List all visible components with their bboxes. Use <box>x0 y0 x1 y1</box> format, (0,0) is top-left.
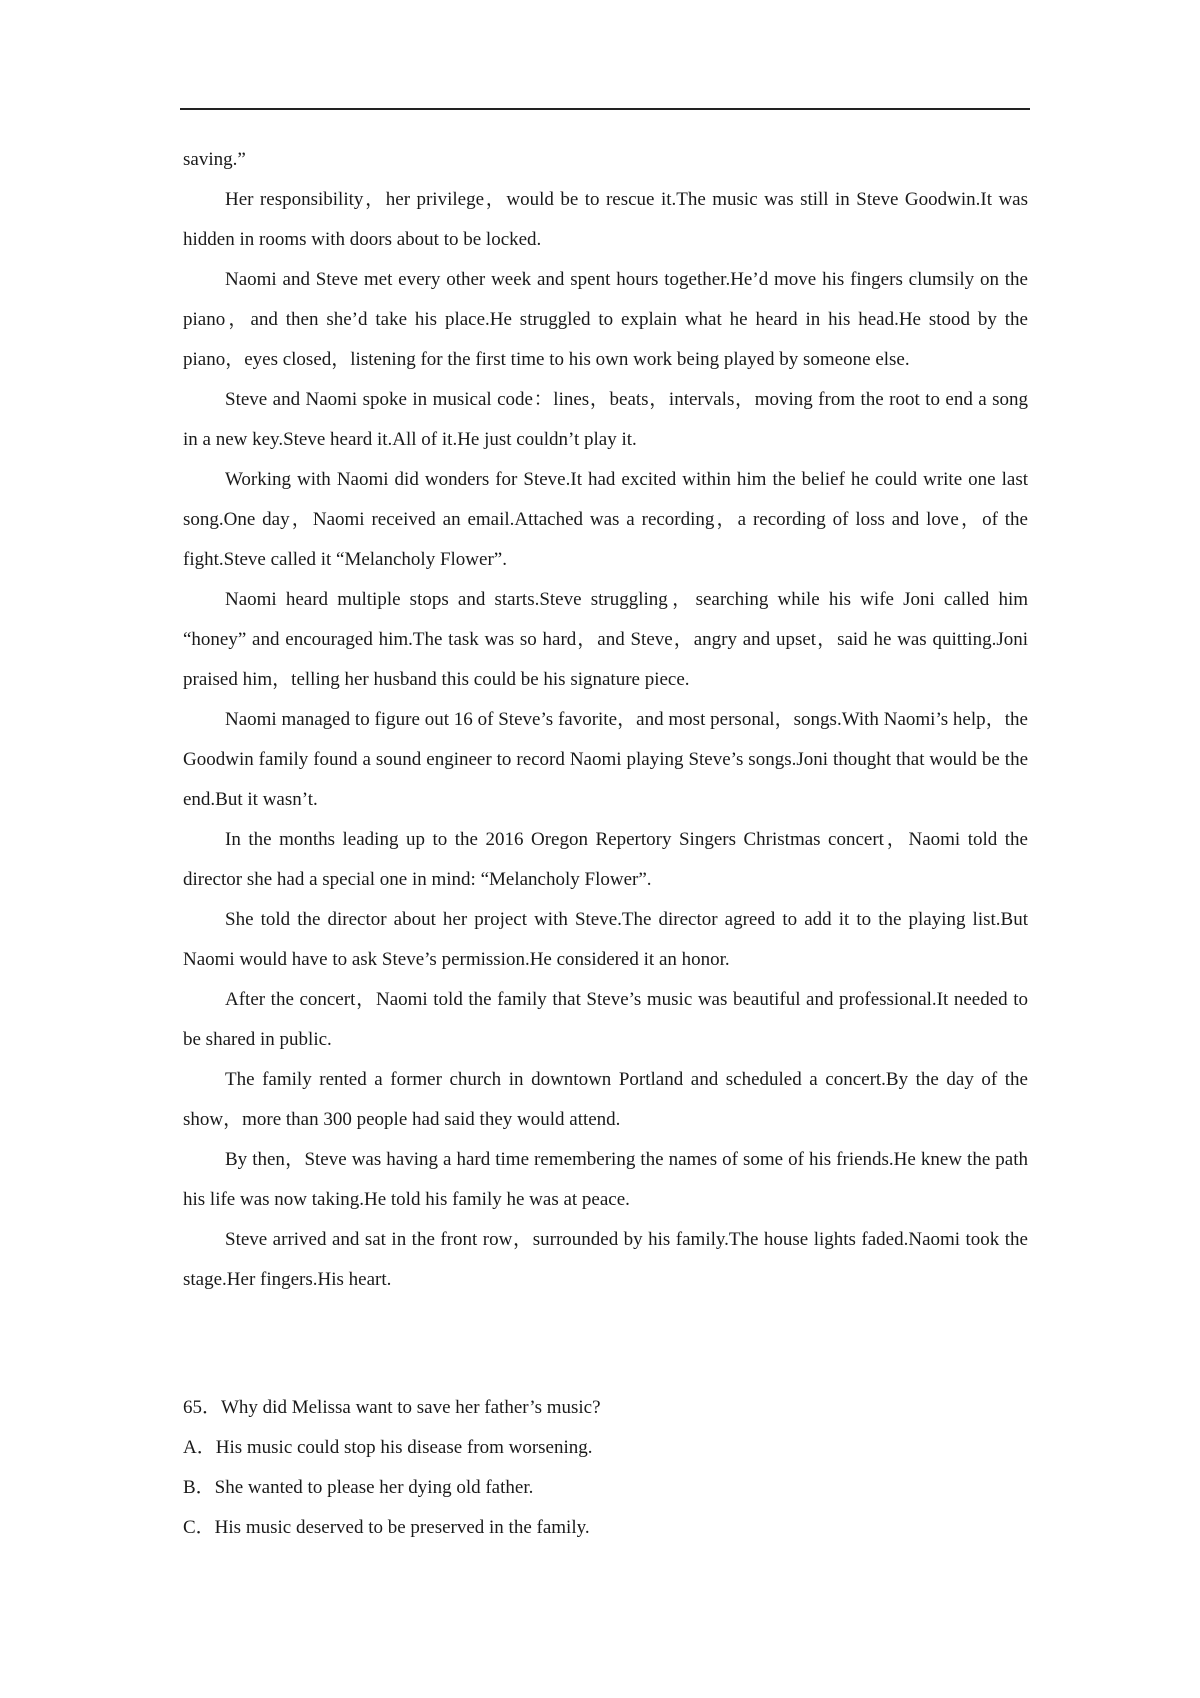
passage-paragraph: Steve and Naomi spoke in musical code：lines，beats，intervals，moving from the root to end a song in a new key.Steve heard it.All of it.He just couldn’t play it. <box>183 389 1028 450</box>
question-stem: 65．Why did Melissa want to save her father’s music? <box>183 1397 601 1418</box>
header-rule <box>180 108 1030 110</box>
passage-paragraph: Steve arrived and sat in the front row，surrounded by his family.The house lights faded.Naomi took the stage.Her fingers.His heart. <box>183 1229 1028 1290</box>
answer-option-a: A．His music could stop his disease from worsening. <box>183 1437 593 1458</box>
passage-paragraph: Naomi heard multiple stops and starts.Steve struggling，searching while his wife Joni called him “honey” and encouraged him.The task was so hard，and Steve，angry and upset，said he was quitting.Joni praised him，telling her husband this could be his signature piece. <box>183 589 1028 690</box>
question-65 <box>183 1388 1028 1548</box>
passage-paragraph: Working with Naomi did wonders for Steve.It had excited within him the belief he could write one last song.One day，Naomi received an email.Attached was a recording，a recording of loss and love，of the fight.Steve called it “Melancholy Flower”. <box>183 469 1028 570</box>
passage-paragraph: saving.” <box>183 149 246 170</box>
passage-paragraph: By then，Steve was having a hard time remembering the names of some of his friends.He knew the path his life was now taking.He told his family he was at peace. <box>183 1149 1028 1210</box>
passage-paragraph: Naomi managed to figure out 16 of Steve’s favorite，and most personal，songs.With Naomi’s help，the Goodwin family found a sound engineer to record Naomi playing Steve’s songs.Joni thought that would be the end.But it wasn’t. <box>183 709 1028 810</box>
passage-paragraph: She told the director about her project with Steve.The director agreed to add it to the playing list.But Naomi would have to ask Steve’s permission.He considered it an honor. <box>183 909 1028 970</box>
passage-paragraph: Her responsibility，her privilege，would be to rescue it.The music was still in Steve Goodwin.It was hidden in rooms with doors about to be locked. <box>183 189 1028 250</box>
answer-option-b: B．She wanted to please her dying old father. <box>183 1477 534 1498</box>
passage-paragraph: Naomi and Steve met every other week and spent hours together.He’d move his fingers clumsily on the piano，and then she’d take his place.He struggled to explain what he heard in his head.He stood by the piano，eyes closed，listening for the first time to his own work being played by someone else. <box>183 269 1028 370</box>
passage-body <box>183 140 1028 1300</box>
passage-paragraph: In the months leading up to the 2016 Oregon Repertory Singers Christmas concert，Naomi told the director she had a special one in mind: “Melancholy Flower”. <box>183 829 1028 890</box>
answer-option-c: C．His music deserved to be preserved in the family. <box>183 1517 590 1538</box>
passage-paragraph: After the concert，Naomi told the family that Steve’s music was beautiful and professional.It needed to be shared in public. <box>183 989 1028 1050</box>
passage-paragraph: The family rented a former church in downtown Portland and scheduled a concert.By the day of the show，more than 300 people had said they would attend. <box>183 1069 1028 1130</box>
